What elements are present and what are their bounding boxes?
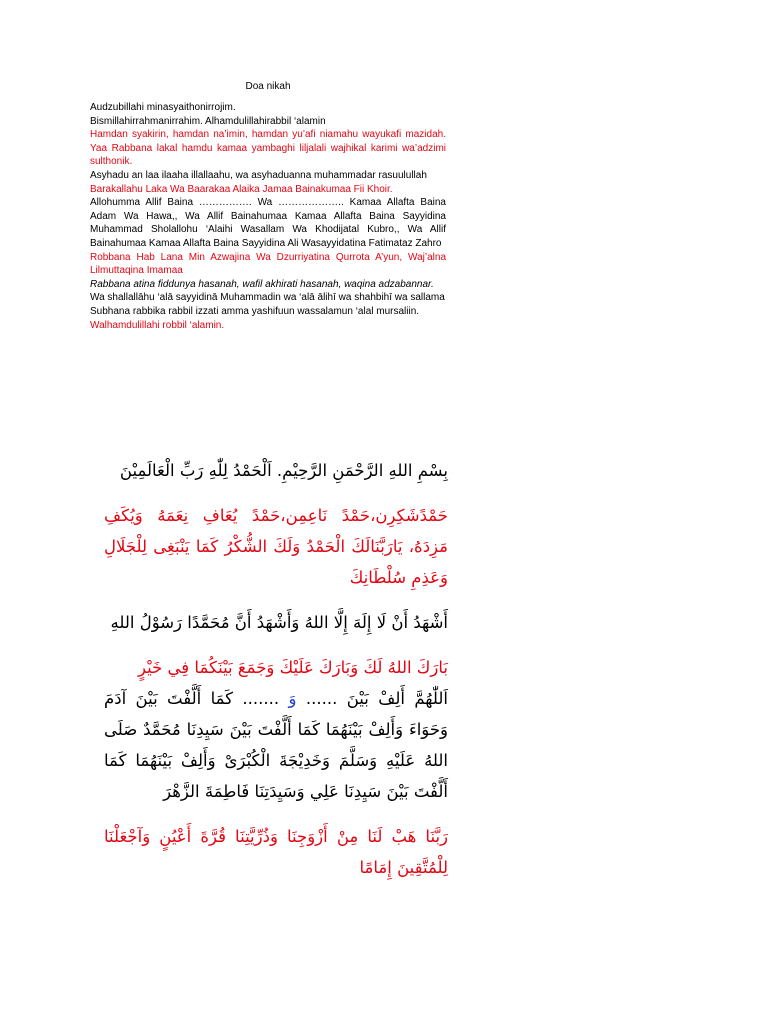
latin-line-syahadat: Asyhadu an laa ilaaha illallaahu, wa asyhaduanna muhammadar rasuulullah	[90, 169, 427, 181]
arabic-text-block	[104, 455, 448, 883]
page-title: Doa nikah	[245, 81, 291, 92]
arabic-line-bismillah: بِسْمِ اللهِ الرَّحْمَنِ الرَّحِيْمِ. اَلْحَمْدُ لِلّٰهِ رَبِّ الْعَالَمِيْنَ	[119, 461, 448, 480]
latin-line-rabbana-atina: Rabbana atina fiddunya hasanah, wafil akhirati hasanah, waqina adzabannar.	[90, 278, 434, 290]
arabic-allif-start: اَللّٰهُمَّ أَلِفْ بَيْنَ ......	[305, 689, 448, 708]
arabic-line-barakallah: بَارَكَ اللهُ لَكَ وَبَارَكَ عَلَيْكَ وَجَمَعَ بَيْنَكُمَا فِي خَيْرٍ	[138, 658, 448, 677]
arabic-allif-wa: وَ	[288, 689, 297, 708]
latin-text-block	[90, 101, 446, 332]
arabic-allif-rest: ....... كَمَا أَلَّفْتَ بَيْنَ آدَمَ وَحَوَاءَ وَأَلِفْ بَيْنَهُمَا كَمَا أَلَّفْتَ بَيْنَ سَيِدِنَا مُحَمَّدٌ صَلَى اللهُ عَلَيْهِ وَسَلَّمَ وَخَدِيْجَةَ الْكُبْرَىْ وَأَلِفْ بَيْنَهُمَا كَمَا أَلَّفْتَ بَيْنَ سَيِدِنَا عَلِي وَسَيِدَتِنَا فَاطِمَةَ الزَّهْرَ	[104, 689, 448, 801]
latin-line-walhamdulillah: Walhamdulillahi robbil ‘alamin.	[90, 319, 225, 331]
latin-line-barakallah: Barakallahu Laka Wa Baarakaa Alaika Jamaa Bainakumaa Fii Khoir.	[90, 183, 393, 195]
arabic-line-hamdan: حَمْدًشَكِرِن،حَمْدً نَاعِمِن،حَمْدً يُعَافِ نِعَمَهُ وَيُكَفِ مَزِدَهُ، يَارَبَّنَالَكَ الْحَمْدُ وَلَكَ الشُّكْرُ كَمَا يَنْبَغِى لِلْجَلَالِ وَعَذِمِ سُلْطَانِكَ	[104, 506, 448, 587]
latin-line-taawudz: Audzubillahi minasyaithonirrojim.	[90, 102, 236, 113]
arabic-line-allohumma-allif	[104, 683, 448, 807]
arabic-line-syahadat: أَشْهَدُ أَنْ لَا إِلَهَ إِلَّا اللهُ وَأَشْهَدُ أَنَّ مُحَمَّدًا رَسُوْلُ اللهِ	[110, 613, 448, 632]
latin-line-allohumma-allif: Allohumma Allif Baina ……………. Wa ……………….. Kamaa Allafta Baina Adam Wa Hawa,, Wa Allif Bainahumaa Kamaa Allafta Baina Sayyidina Muhammad Sholallohu ‘Alaihi Wasallam Wa Khodijatal Kubro,, Wa Allif Bainahumaa Kamaa Allafta Baina Sayyidina Ali Wasayyidatina Fatimataz Zahro	[90, 197, 446, 249]
latin-line-shalawat: Wa shallallāhu ‘alā sayyidinā Muhammadin wa ‘alā ālihī wa shahbihī wa sallama	[90, 292, 445, 304]
latin-line-bismillah: Bismillahirrahmanirrahim. Alhamdulillahirabbil ‘alamin	[90, 115, 326, 127]
latin-line-hamdan: Hamdan syakirin, hamdan na’imin, hamdan yu’afi niamahu wayukafi mazidah. Yaa Rabbana lakal hamdu kamaa yambaghi liljalali wajhikal karimi wa’adzimi sulthonik.	[90, 129, 446, 168]
arabic-line-rabbana-hab: رَبَّنَا هَبْ لَنَا مِنْ أَزْوَجِنَا وَذُرِّيَّتِنَا قُرَّةَ أَعْيُنٍ وَآجْعَلْنَا لِلْمُتَّقِينَ إِمَامًا	[104, 827, 448, 877]
latin-line-subhana: Subhana rabbika rabbil izzati amma yashifuun wassalamun ‘alal mursaliin.	[90, 305, 420, 317]
latin-line-robbana-hab: Robbana Hab Lana Min Azwajina Wa Dzurriyatina Qurrota A’yun, Waj’alna Lilmuttaqina Imamaa	[90, 251, 446, 277]
